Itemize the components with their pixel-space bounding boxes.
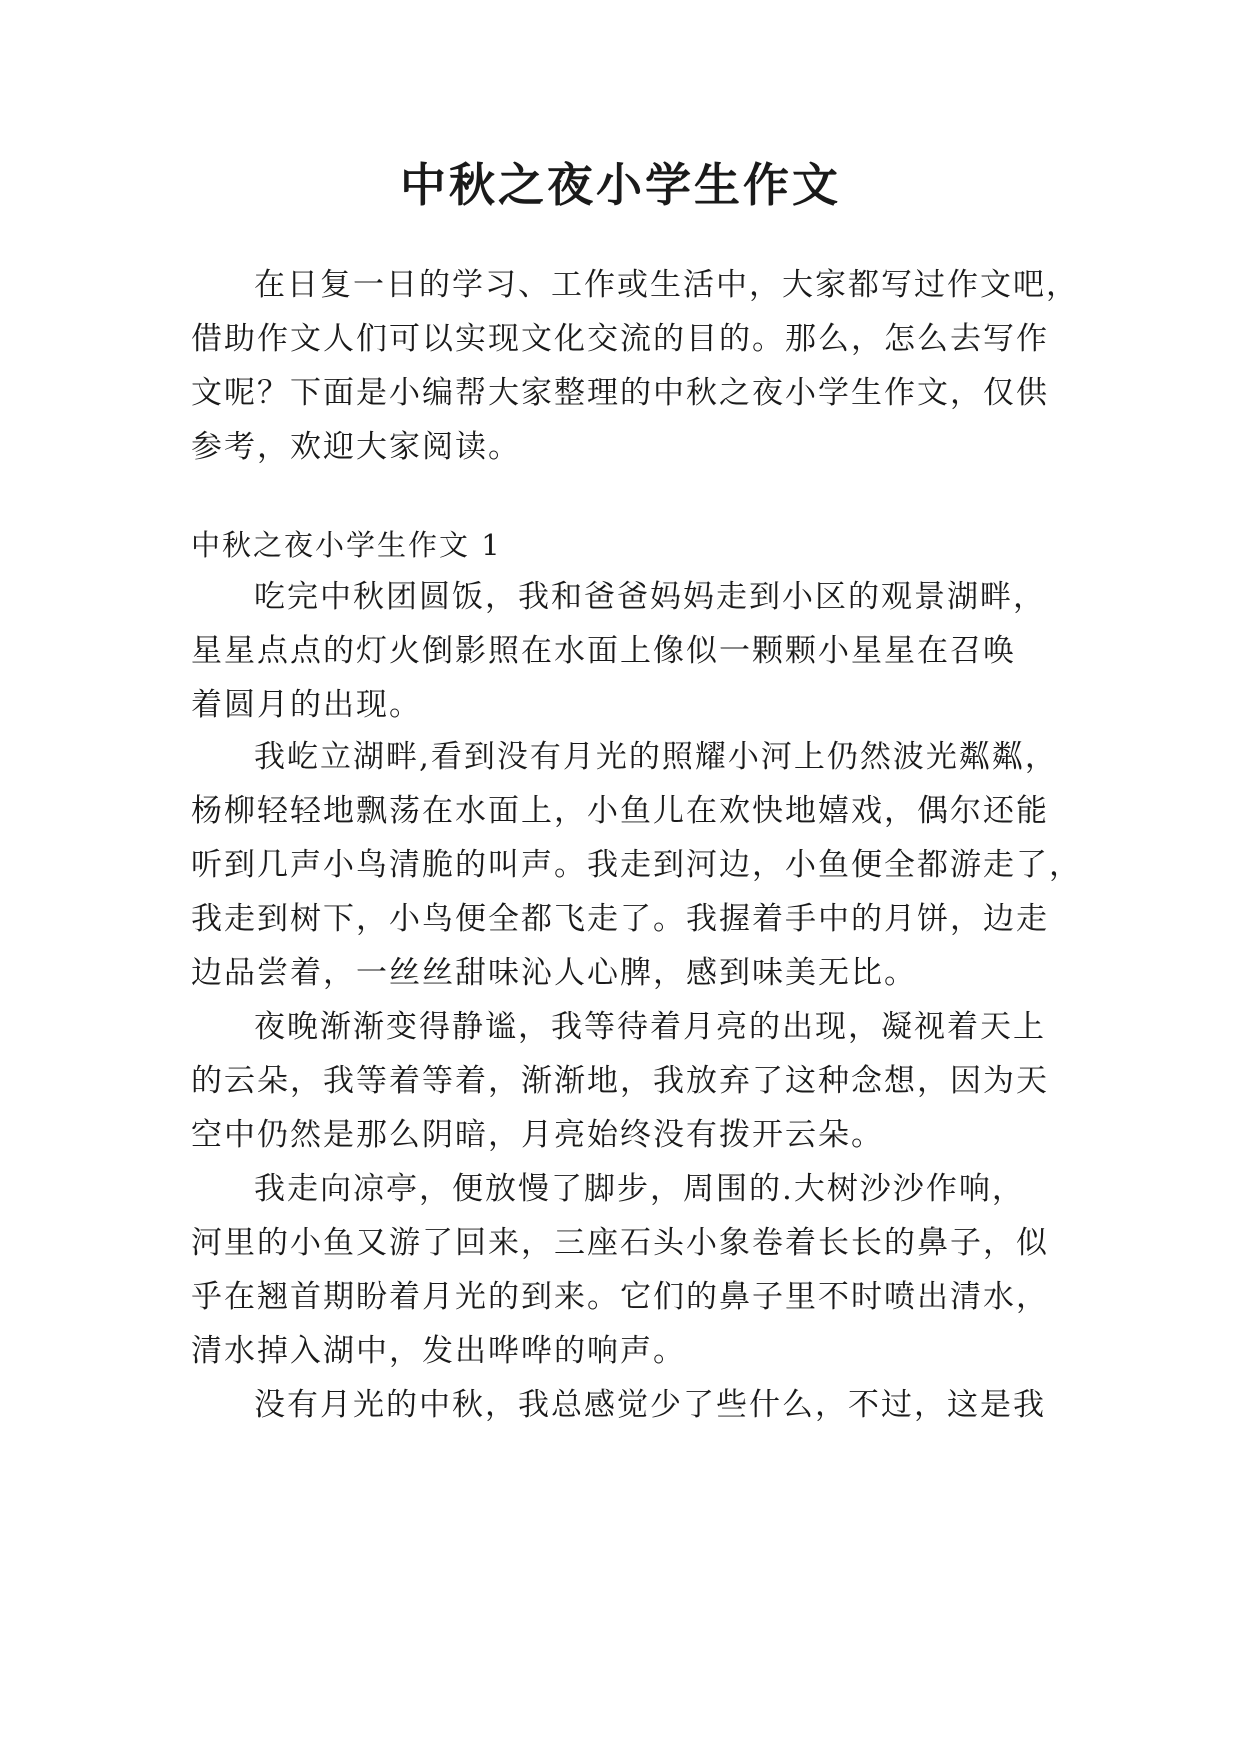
section-heading: 中秋之夜小学生作文 1 xyxy=(191,528,502,562)
body-line-2: 星星点点的灯火倒影照在水面上像似一颗颗小星星在召唤 xyxy=(191,633,1016,669)
intro-line-4: 参考，欢迎大家阅读。 xyxy=(191,429,521,465)
body-line-6: 听到几声小鸟清脆的叫声。我走到河边，小鱼便全都游走了， xyxy=(191,847,1082,883)
body-line-7: 我走到树下，小鸟便全都飞走了。我握着手中的月饼，边走 xyxy=(191,901,1049,937)
document-title: 中秋之夜小学生作文 xyxy=(400,158,841,212)
body-line-5: 杨柳轻轻地飘荡在水面上，小鱼儿在欢快地嬉戏，偶尔还能 xyxy=(191,793,1049,829)
intro-line-2: 借助作文人们可以实现文化交流的目的。那么，怎么去写作 xyxy=(191,321,1049,357)
body-line-13: 河里的小鱼又游了回来，三座石头小象卷着长长的鼻子，似 xyxy=(191,1225,1049,1261)
intro-line-3: 文呢？下面是小编帮大家整理的中秋之夜小学生作文，仅供 xyxy=(191,375,1049,411)
body-line-14: 乎在翘首期盼着月光的到来。它们的鼻子里不时喷出清水， xyxy=(191,1279,1049,1315)
body-line-8: 边品尝着，一丝丝甜味沁人心脾，感到味美无比。 xyxy=(191,955,917,991)
body-line-11: 空中仍然是那么阴暗，月亮始终没有拨开云朵。 xyxy=(191,1117,884,1153)
intro-line-1: 在日复一日的学习、工作或生活中，大家都写过作文吧， xyxy=(254,267,1079,303)
body-line-9: 夜晚渐渐变得静谧，我等待着月亮的出现，凝视着天上 xyxy=(254,1009,1046,1045)
body-line-1: 吃完中秋团圆饭，我和爸爸妈妈走到小区的观景湖畔， xyxy=(254,579,1046,615)
body-line-3: 着圆月的出现。 xyxy=(191,687,422,723)
body-line-12: 我走向凉亭，便放慢了脚步，周围的.大树沙沙作响， xyxy=(254,1171,1025,1207)
body-line-16: 没有月光的中秋，我总感觉少了些什么，不过，这是我 xyxy=(254,1387,1046,1423)
body-line-10: 的云朵，我等着等着，渐渐地，我放弃了这种念想，因为天 xyxy=(191,1063,1049,1099)
body-line-4: 我屹立湖畔,看到没有月光的照耀小河上仍然波光粼粼， xyxy=(254,739,1058,775)
body-line-15: 清水掉入湖中，发出哗哗的响声。 xyxy=(191,1333,686,1369)
